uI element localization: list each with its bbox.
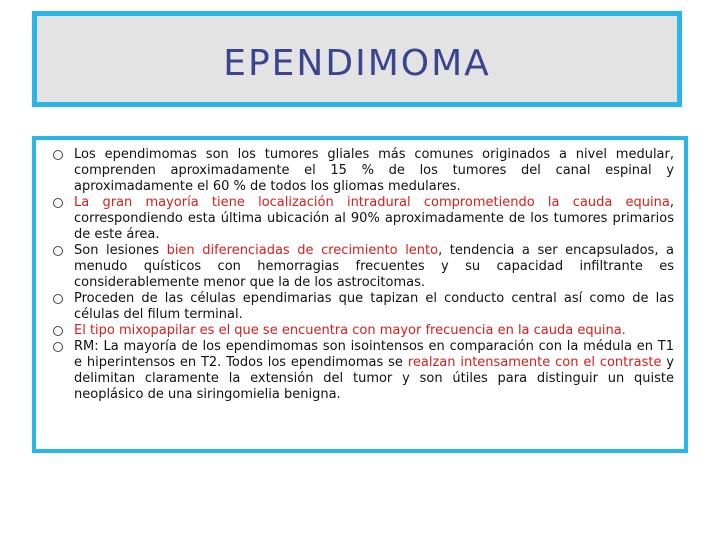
bullet-item: [74, 243, 674, 291]
bullet-item: [74, 323, 674, 339]
bullet-text: , correspondiendo esta última ubicación al 90% aproximadamente de los tumores primarios de este área.: [74, 195, 674, 242]
slide-title: EPENDIMOMA: [223, 42, 491, 84]
bullet-text: y delimitan claramente la extensión del tumor y son útiles para distinguir un quiste neoplásico de una siringomielia benigna.: [74, 355, 674, 402]
highlighted-text: La gran mayoría tiene localización intradural comprometiendo la cauda equina: [74, 195, 670, 210]
bullet-text: , tendencia a ser encapsulados, a menudo quísticos con hemorragias frecuentes y su capacidad infiltrante es considerablemente menor que la de los astrocitomas.: [74, 243, 674, 290]
bullet-text: Los ependimomas son los tumores gliales más comunes originados a nivel medular, comprenden aproximadamente el 15 % de los tumores del canal espinal y aproximadamente el 60 % de todos los gliomas medulares.: [74, 147, 674, 194]
bullet-text: Son lesiones: [74, 243, 167, 258]
circle-bullet-icon: [53, 326, 63, 336]
bullet-text: RM: La mayoría de los ependimomas son isointensos en comparación con la médula en T1 e hiperintensos en T2. Todos los ependimomas se: [74, 339, 674, 370]
content-panel: [32, 136, 688, 453]
bullet-text: Proceden de las células ependimarias que tapizan el conducto central así como de las células del filum terminal.: [74, 291, 674, 322]
circle-bullet-icon: [53, 198, 63, 208]
bullet-item: [74, 291, 674, 323]
circle-bullet-icon: [53, 246, 63, 256]
circle-bullet-icon: [53, 294, 63, 304]
circle-bullet-icon: [53, 342, 63, 352]
highlighted-text: El tipo mixopapilar es el que se encuentra con mayor frecuencia en la cauda equina.: [74, 323, 626, 338]
highlighted-text: bien diferenciadas de crecimiento lento: [166, 243, 439, 258]
bullet-list: [36, 140, 684, 403]
bullet-item: [74, 339, 674, 403]
highlighted-text: realzan intensamente con el contraste: [407, 355, 662, 370]
bullet-item: [74, 147, 674, 195]
title-panel: [32, 11, 682, 107]
bullet-item: [74, 195, 674, 243]
circle-bullet-icon: [53, 150, 63, 160]
